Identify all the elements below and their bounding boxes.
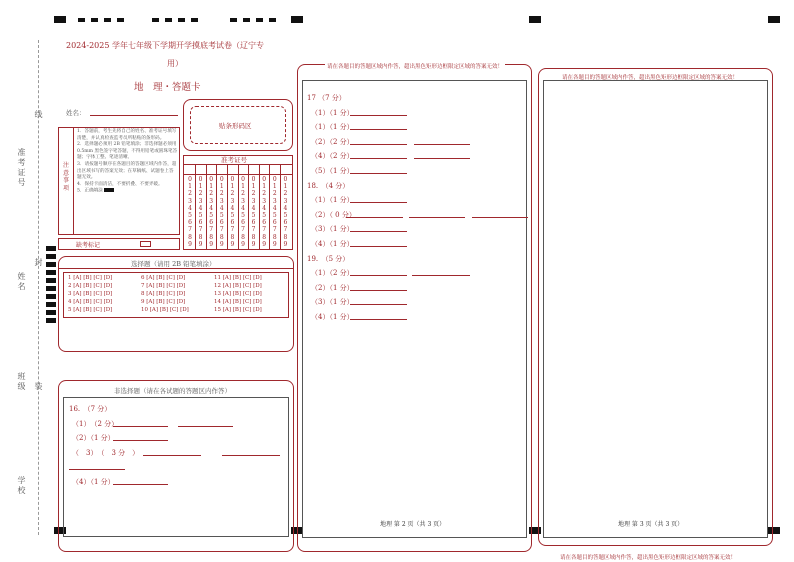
page2-warning: 请在各题目的答题区域内作答，超出黑色矩形边框限定区域的答案无效！ <box>327 64 504 70</box>
answer-line[interactable] <box>414 158 470 159</box>
exam-no-digit[interactable]: 0 <box>241 176 245 183</box>
exam-no-digit[interactable]: 0 <box>262 176 267 183</box>
side-mark <box>46 286 56 291</box>
side-mark <box>46 294 56 299</box>
exam-no-digit[interactable]: 2 <box>251 190 256 198</box>
subject-title: 地 理・答题卡 <box>134 82 201 93</box>
choice-item[interactable]: 13 [A] [B] [C] [D] <box>214 291 262 297</box>
exam-no-digit[interactable]: 1 <box>272 183 277 191</box>
q16-3: （ 3） （ 3 分 ） <box>72 449 140 457</box>
choice-item[interactable]: 12 [A] [B] [C] [D] <box>214 283 262 289</box>
exam-no-column-divider <box>195 164 196 250</box>
answer-line[interactable] <box>350 231 407 232</box>
q17-item: （5）（1 分） <box>311 167 354 175</box>
page2-answer-box <box>302 80 527 538</box>
sidebar-seal: 封 <box>34 258 43 268</box>
side-mark <box>46 278 56 283</box>
exam-no-digit[interactable]: 7 <box>272 226 277 234</box>
exam-no-digit[interactable]: 2 <box>198 190 203 198</box>
exam-no-digit[interactable]: 0 <box>198 176 203 183</box>
choice-item[interactable]: 11 [A] [B] [C] [D] <box>214 275 262 281</box>
answer-line[interactable] <box>113 440 168 441</box>
exam-no-digit[interactable]: 5 <box>241 212 245 220</box>
sidebar-school: 学校 <box>17 476 26 496</box>
exam-no-digit[interactable]: 9 <box>188 240 192 248</box>
exam-no-digit[interactable]: 1 <box>251 183 256 191</box>
answer-line[interactable] <box>350 173 407 174</box>
exam-no-digit[interactable]: 1 <box>262 183 267 191</box>
exam-no-label: 准考证号 <box>221 156 247 164</box>
choice-item[interactable]: 8 [A] [B] [C] [D] <box>141 291 186 297</box>
timing-mark <box>54 16 66 23</box>
exam-no-digit[interactable]: 8 <box>262 233 267 241</box>
q18-item: （1）（1 分） <box>311 196 354 204</box>
timing-mark <box>269 18 276 22</box>
answer-line[interactable] <box>222 455 280 456</box>
exam-no-digit[interactable]: 8 <box>209 233 214 241</box>
choice-divider <box>58 268 294 269</box>
answer-line[interactable] <box>69 469 125 470</box>
notice-item: 2．选择题必须用 2B 铅笔填涂；非选择题必须用 0.5mm 黑色签字笔答题，不得用铅笔或圆珠笔答题；字体工整、笔迹清晰。 <box>77 142 178 161</box>
answer-line[interactable] <box>350 129 407 130</box>
exam-no-digit-column <box>281 176 289 248</box>
exam-no-digit[interactable]: 4 <box>283 204 288 212</box>
choice-item[interactable]: 15 [A] [B] [C] [D] <box>214 307 262 313</box>
nonchoice-title: 非选择题（请在各试题的答题区内作答） <box>114 387 231 395</box>
exam-no-digit[interactable]: 4 <box>219 204 224 212</box>
exam-no-digit-column <box>239 176 247 248</box>
q18-heading: 18. （4 分） <box>307 182 350 190</box>
exam-no-digit[interactable]: 9 <box>209 240 214 248</box>
notice-item: 5．正确填涂 <box>77 188 178 195</box>
exam-no-digit[interactable]: 0 <box>283 176 288 183</box>
exam-no-digit[interactable]: 3 <box>209 197 214 205</box>
exam-no-digit[interactable]: 7 <box>283 226 288 234</box>
absent-label: 缺考标记 <box>76 242 101 249</box>
q19-item: （3）（1 分） <box>311 298 354 306</box>
exam-no-digit-column <box>207 176 215 248</box>
name-label: 姓名： <box>66 109 86 117</box>
answer-line[interactable] <box>350 115 407 116</box>
q19-heading: 19. （5 分） <box>307 255 350 263</box>
notice-heading: 注意事项 <box>62 162 69 192</box>
q16-heading: 16. （7 分） <box>69 405 112 413</box>
choice-item[interactable]: 3 [A] [B] [C] [D] <box>68 291 113 297</box>
q16-2: （2）（1 分） <box>72 434 115 442</box>
exam-no-digit[interactable]: 0 <box>251 176 256 183</box>
exam-no-column-divider <box>238 164 239 250</box>
exam-no-digit[interactable]: 1 <box>230 183 235 191</box>
exam-no-digit[interactable]: 4 <box>188 204 192 212</box>
exam-no-digit[interactable]: 6 <box>241 219 245 227</box>
exam-no-digit[interactable]: 4 <box>251 204 256 212</box>
exam-no-digit[interactable]: 6 <box>198 219 203 227</box>
exam-no-digit[interactable]: 7 <box>251 226 256 234</box>
exam-no-digit[interactable]: 3 <box>230 197 235 205</box>
answer-line[interactable] <box>350 158 407 159</box>
q17-item: （4）（2 分） <box>311 152 354 160</box>
exam-no-digit[interactable]: 2 <box>241 190 245 198</box>
timing-mark <box>291 16 303 23</box>
exam-no-digit-column <box>186 176 194 248</box>
exam-no-digit[interactable]: 1 <box>241 183 245 191</box>
q19-item: （4）（1 分） <box>311 313 354 321</box>
q17-item: （1）（1 分） <box>311 109 354 117</box>
exam-no-digit[interactable]: 9 <box>230 240 235 248</box>
exam-no-digit[interactable]: 1 <box>209 183 214 191</box>
exam-no-digit[interactable]: 3 <box>272 197 277 205</box>
exam-no-digit[interactable]: 6 <box>272 219 277 227</box>
exam-no-digit[interactable]: 4 <box>241 204 245 212</box>
exam-no-digit[interactable]: 0 <box>188 176 192 183</box>
side-mark <box>46 262 56 267</box>
notice-list <box>77 129 178 195</box>
answer-line[interactable] <box>346 217 403 218</box>
timing-mark <box>230 18 237 22</box>
choice-item[interactable]: 2 [A] [B] [C] [D] <box>68 283 113 289</box>
choice-item[interactable]: 10 [A] [B] [C] [D] <box>141 307 189 313</box>
exam-no-digit[interactable]: 4 <box>198 204 203 212</box>
exam-no-digit[interactable]: 4 <box>230 204 235 212</box>
exam-no-digit[interactable]: 5 <box>251 212 256 220</box>
q17-heading: 17 （7 分） <box>307 94 346 102</box>
exam-no-digit[interactable]: 2 <box>283 190 288 198</box>
exam-no-digit-column <box>260 176 268 248</box>
choice-title: 选择题（请用 2B 铅笔填涂） <box>131 260 216 268</box>
exam-no-digit[interactable]: 7 <box>198 226 203 234</box>
exam-no-digit[interactable]: 6 <box>251 219 256 227</box>
exam-no-digit[interactable]: 9 <box>262 240 267 248</box>
timing-mark <box>104 18 111 22</box>
notice-item: 3．请按题号顺序在各题目的答题区域内作答，超出区域书写的答案无效；在草稿纸、试题卷上答题无效。 <box>77 161 177 181</box>
answer-line[interactable] <box>178 426 233 427</box>
answer-line[interactable] <box>409 217 465 218</box>
exam-no-digit[interactable]: 2 <box>219 190 224 198</box>
exam-no-digit[interactable]: 5 <box>209 212 214 220</box>
exam-no-digit[interactable]: 9 <box>272 240 277 248</box>
exam-no-digit[interactable]: 4 <box>272 204 277 212</box>
exam-no-digit[interactable]: 5 <box>198 212 203 220</box>
sidebar-line: 线 <box>34 110 43 120</box>
exam-no-digit-column <box>218 176 226 248</box>
exam-no-digit-column <box>250 176 258 248</box>
q17-item: （1）（1 分） <box>311 123 354 131</box>
timing-mark <box>768 16 780 23</box>
exam-no-digit[interactable]: 7 <box>209 226 214 234</box>
exam-no-digit[interactable]: 5 <box>272 212 277 220</box>
exam-no-digit[interactable]: 8 <box>283 233 288 241</box>
q17-item: （2）（2 分） <box>311 138 354 146</box>
page3-footer: 地理 第 3 页（共 3 页） <box>618 521 684 528</box>
nonchoice-answer-box <box>63 397 289 537</box>
q16-4: （4）（1 分） <box>72 478 115 486</box>
timing-mark <box>256 18 263 22</box>
exam-no-digit[interactable]: 7 <box>188 226 192 234</box>
answer-line[interactable] <box>412 275 470 276</box>
exam-no-column-divider <box>280 164 281 250</box>
exam-no-digit[interactable]: 1 <box>219 183 224 191</box>
choice-item[interactable]: 9 [A] [B] [C] [D] <box>141 299 186 305</box>
exam-no-digit[interactable]: 7 <box>262 226 267 234</box>
exam-no-digit[interactable]: 5 <box>262 212 267 220</box>
exam-no-digit[interactable]: 8 <box>251 233 256 241</box>
fill-sample <box>104 188 114 192</box>
answer-line[interactable] <box>350 275 407 276</box>
sidebar-name: 姓名 <box>17 272 26 292</box>
exam-no-digit[interactable]: 8 <box>188 233 192 241</box>
exam-no-digit[interactable]: 3 <box>188 197 192 205</box>
timing-mark <box>529 16 541 23</box>
exam-no-digit[interactable]: 8 <box>198 233 203 241</box>
exam-no-digit[interactable]: 2 <box>209 190 214 198</box>
q18-item: （3）（1 分） <box>311 225 354 233</box>
page3-answer-box <box>543 80 768 538</box>
exam-no-digit[interactable]: 2 <box>230 190 235 198</box>
exam-no-digit[interactable]: 8 <box>219 233 224 241</box>
choice-item[interactable]: 4 [A] [B] [C] [D] <box>68 299 113 305</box>
answer-line[interactable] <box>350 144 407 145</box>
choice-item[interactable]: 6 [A] [B] [C] [D] <box>141 275 186 281</box>
exam-no-digit[interactable]: 3 <box>241 197 245 205</box>
notice-item: 1．答题前，考生先将自己的姓名、准考证号填写清楚，并认真检查监考员所粘贴的条形码。 <box>77 129 177 141</box>
side-mark <box>46 302 56 307</box>
side-mark <box>46 310 56 315</box>
page2-footer: 地理 第 2 页（共 3 页） <box>380 521 446 528</box>
side-mark <box>46 254 56 259</box>
exam-no-digit[interactable]: 3 <box>283 197 288 205</box>
exam-no-digit[interactable]: 9 <box>198 240 203 248</box>
exam-no-column-divider <box>269 164 270 250</box>
exam-no-column-divider <box>248 164 249 250</box>
choice-item[interactable]: 7 [A] [B] [C] [D] <box>141 283 186 289</box>
exam-no-digit[interactable]: 9 <box>219 240 224 248</box>
side-mark <box>46 246 56 251</box>
page3-warning-bottom: 请在各题目的答题区域内作答，超出黑色矩形边框限定区域的答案无效！ <box>560 555 737 561</box>
name-input-line[interactable] <box>90 115 178 116</box>
barcode-label: 贴条形码区 <box>219 122 252 130</box>
absent-checkbox[interactable] <box>140 241 151 247</box>
notice-item: 4．保持卡面清洁，不要折叠、不要弄破。 <box>77 181 163 187</box>
q19-item: （2）（1 分） <box>311 284 354 292</box>
exam-no-digit[interactable]: 3 <box>219 197 224 205</box>
exam-no-digit[interactable]: 6 <box>262 219 267 227</box>
page-title: 2024-2025 学年七年级下学期开学摸底考试卷（辽宁专 <box>66 41 264 50</box>
exam-no-digit[interactable]: 8 <box>230 233 235 241</box>
timing-mark <box>243 18 250 22</box>
exam-no-digit[interactable]: 4 <box>262 204 267 212</box>
answer-line[interactable] <box>350 319 407 320</box>
exam-no-digit[interactable]: 9 <box>283 240 288 248</box>
exam-no-digit-column <box>228 176 236 248</box>
side-mark <box>46 270 56 275</box>
answer-line[interactable] <box>113 426 168 427</box>
exam-no-digit[interactable]: 3 <box>251 197 256 205</box>
q19-item: （1）（2 分） <box>311 269 354 277</box>
timing-mark <box>117 18 124 22</box>
exam-no-digit[interactable]: 8 <box>272 233 277 241</box>
q18-item: （2）（ 0 分） <box>311 211 356 219</box>
exam-no-digit[interactable]: 1 <box>198 183 203 191</box>
exam-no-digit[interactable]: 1 <box>188 183 192 191</box>
exam-no-digit[interactable]: 6 <box>283 219 288 227</box>
exam-no-digit[interactable]: 2 <box>188 190 192 198</box>
exam-no-digit[interactable]: 7 <box>230 226 235 234</box>
exam-no-digit-column <box>271 176 279 248</box>
exam-no-digit[interactable]: 5 <box>283 212 288 220</box>
timing-mark <box>165 18 172 22</box>
q18-item: （4）（1 分） <box>311 240 354 248</box>
timing-mark <box>178 18 185 22</box>
exam-no-digit[interactable]: 8 <box>241 233 245 241</box>
exam-no-digit[interactable]: 2 <box>272 190 277 198</box>
exam-no-digit[interactable]: 6 <box>188 219 192 227</box>
sidebar-exam-no: 准考证号 <box>17 148 26 188</box>
exam-no-column-divider <box>259 164 260 250</box>
side-mark <box>46 318 56 323</box>
choice-item[interactable]: 14 [A] [B] [C] [D] <box>214 299 262 305</box>
sidebar-class: 班级 <box>17 372 26 392</box>
exam-no-digit[interactable]: 0 <box>219 176 224 183</box>
exam-no-digit[interactable]: 5 <box>230 212 235 220</box>
exam-no-digit[interactable]: 6 <box>230 219 235 227</box>
answer-line[interactable] <box>350 246 407 247</box>
answer-line[interactable] <box>472 217 528 218</box>
q16-1: （1） （2 分） <box>72 420 119 428</box>
exam-no-digit-column <box>197 176 205 248</box>
exam-no-digit[interactable]: 3 <box>198 197 203 205</box>
answer-line[interactable] <box>350 304 407 305</box>
choice-item[interactable]: 1 [A] [B] [C] [D] <box>68 275 113 281</box>
exam-no-digit[interactable]: 9 <box>241 240 245 248</box>
exam-no-digit[interactable]: 0 <box>230 176 235 183</box>
choice-item[interactable]: 5 [A] [B] [C] [D] <box>68 307 113 313</box>
exam-no-digit[interactable]: 5 <box>188 212 192 220</box>
exam-no-digit[interactable]: 9 <box>251 240 256 248</box>
exam-no-digit[interactable]: 0 <box>272 176 277 183</box>
exam-no-column-divider <box>227 164 228 250</box>
page-title-cont: 用） <box>167 59 183 68</box>
exam-no-digit[interactable]: 0 <box>209 176 214 183</box>
exam-no-digit[interactable]: 7 <box>219 226 224 234</box>
exam-no-column-divider <box>216 164 217 250</box>
timing-mark <box>78 18 85 22</box>
answer-line[interactable] <box>113 484 168 485</box>
answer-line[interactable] <box>143 455 201 456</box>
exam-no-digit[interactable]: 1 <box>283 183 288 191</box>
sidebar-bind: 装 <box>34 382 43 392</box>
timing-mark <box>91 18 98 22</box>
page3-warning-top: 请在各题目的答题区域内作答，超出黑色矩形边框限定区域的答案无效！ <box>562 75 739 81</box>
timing-mark <box>191 18 198 22</box>
exam-no-digit[interactable]: 6 <box>209 219 214 227</box>
exam-no-digit[interactable]: 4 <box>209 204 214 212</box>
answer-line[interactable] <box>350 202 407 203</box>
answer-line[interactable] <box>414 144 470 145</box>
answer-line[interactable] <box>350 290 407 291</box>
exam-no-digit[interactable]: 2 <box>262 190 267 198</box>
exam-no-digit[interactable]: 7 <box>241 226 245 234</box>
exam-no-column-divider <box>206 164 207 250</box>
exam-no-digit[interactable]: 6 <box>219 219 224 227</box>
exam-no-digit[interactable]: 5 <box>219 212 224 220</box>
timing-mark <box>152 18 159 22</box>
exam-no-digit[interactable]: 3 <box>262 197 267 205</box>
